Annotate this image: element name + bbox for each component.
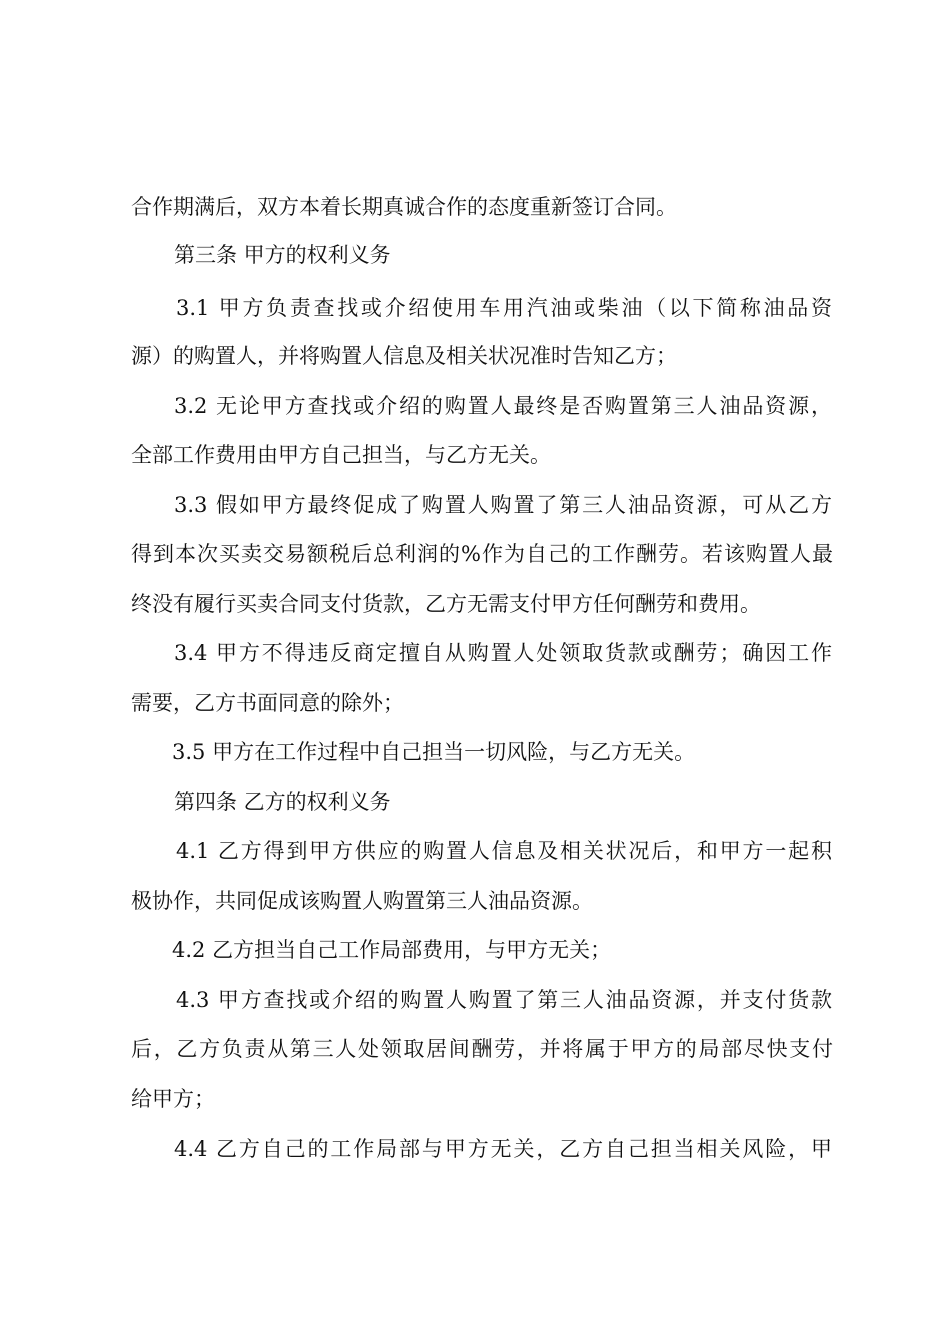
text-line: 终没有履行买卖合同支付货款，乙方无需支付甲方任何酬劳和费用。 <box>131 592 761 616</box>
text-line: 需要，乙方书面同意的除外； <box>131 691 404 715</box>
text-line: 3.2 无论甲方查找或介绍的购置人最终是否购置第三人油品资源， <box>174 394 832 418</box>
text-line: 4.2 乙方担当自己工作局部费用，与甲方无关； <box>172 938 612 962</box>
section-heading: 第四条 乙方的权利义务 <box>174 790 391 814</box>
text-line: 4.4 乙方自己的工作局部与甲方无关，乙方自己担当相关风险，甲 <box>174 1137 832 1161</box>
text-line: 3.3 假如甲方最终促成了购置人购置了第三人油品资源，可从乙方 <box>174 493 832 517</box>
text-line: 极协作，共同促成该购置人购置第三人油品资源。 <box>131 889 593 913</box>
text-line: 全部工作费用由甲方自己担当，与乙方无关。 <box>131 443 551 467</box>
text-line: 给甲方； <box>131 1087 215 1111</box>
text-line: 3.4 甲方不得违反商定擅自从购置人处领取货款或酬劳；确因工作 <box>174 641 832 665</box>
text-line: 合作期满后，双方本着长期真诚合作的态度重新签订合同。 <box>131 195 677 219</box>
text-line: 后，乙方负责从第三人处领取居间酬劳，并将属于甲方的局部尽快支付 <box>131 1037 833 1061</box>
text-line: 得到本次买卖交易额税后总利润的%作为自己的工作酬劳。若该购置人最 <box>131 542 833 566</box>
text-line: 源）的购置人，并将购置人信息及相关状况准时告知乙方； <box>131 344 677 368</box>
text-line: 4.1 乙方得到甲方供应的购置人信息及相关状况后，和甲方一起积 <box>176 839 832 863</box>
section-heading: 第三条 甲方的权利义务 <box>174 243 391 267</box>
text-line: 3.1 甲方负责查找或介绍使用车用汽油或柴油（以下简称油品资 <box>176 296 832 320</box>
text-line: 3.5 甲方在工作过程中自己担当一切风险，与乙方无关。 <box>172 740 696 764</box>
text-line: 4.3 甲方查找或介绍的购置人购置了第三人油品资源，并支付货款 <box>176 988 832 1012</box>
